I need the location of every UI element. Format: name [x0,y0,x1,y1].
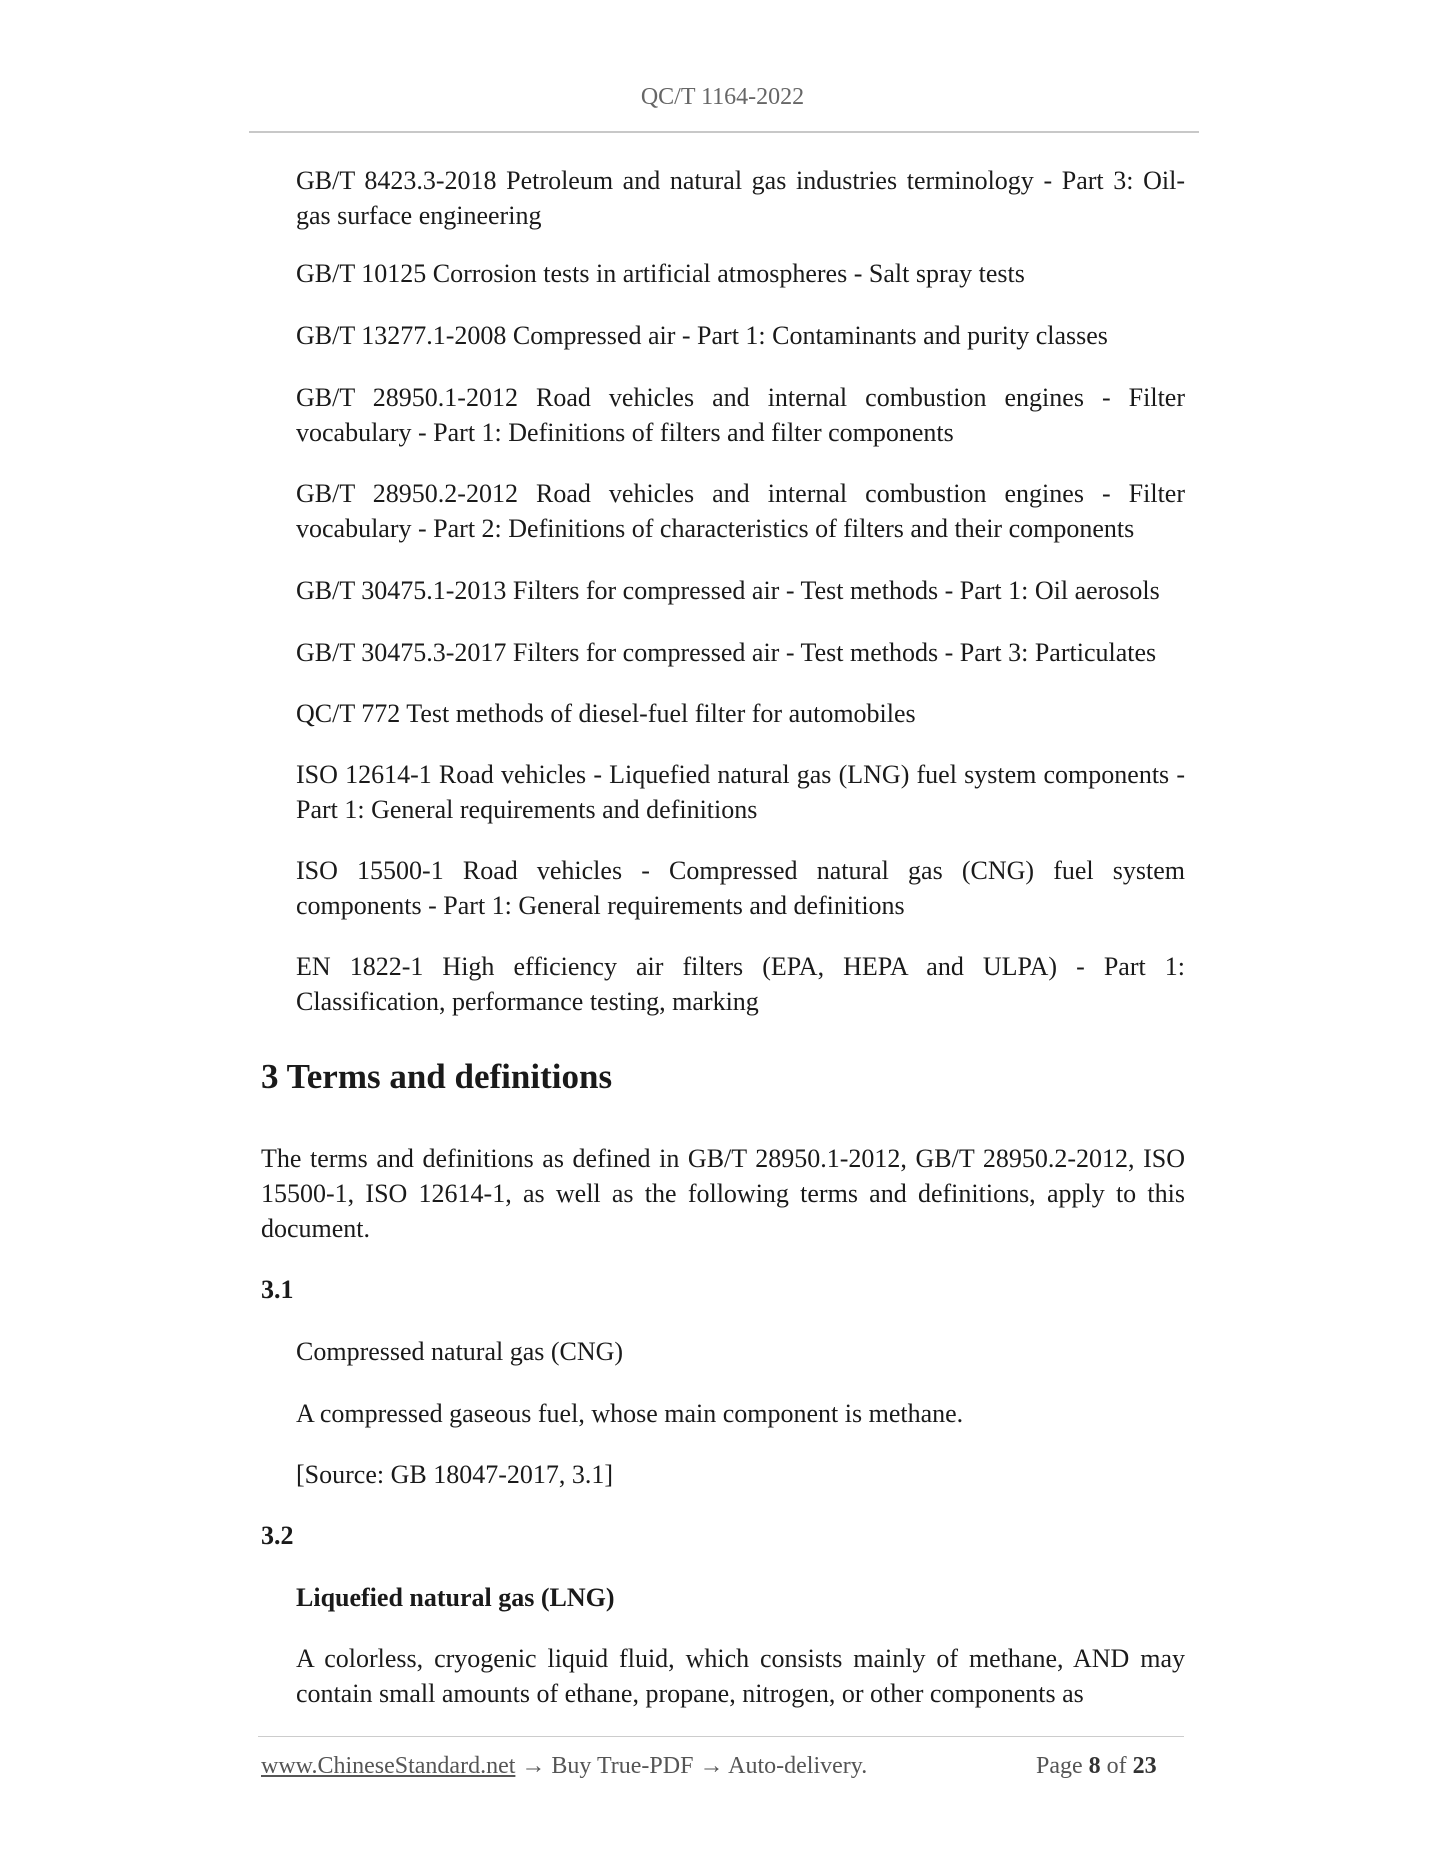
definition-lng: A colorless, cryogenic liquid fluid, which consists mainly of methane, AND may contain small amounts of ethane, propane, nitrogen, or other components as [296,1644,1185,1708]
footer-divider [258,1736,1184,1737]
header-divider [249,131,1199,133]
arrow-right-icon: → [699,1753,724,1779]
reference-gbt-30475-1: GB/T 30475.1-2013 Filters for compressed air - Test methods - Part 1: Oil aerosols [296,576,1160,605]
auto-delivery-text: Auto-delivery. [728,1753,868,1779]
term-lng: Liquefied natural gas (LNG) [296,1583,615,1612]
buy-true-pdf-text: Buy True-PDF [551,1753,694,1779]
reference-iso-12614-1: ISO 12614-1 Road vehicles - Liquefied natural gas (LNG) fuel system components - Part 1: General requirements and definitions [296,760,1185,824]
reference-gbt-13277-1: GB/T 13277.1-2008 Compressed air - Part 1: Contaminants and purity classes [296,321,1108,350]
page-total: 23 [1132,1753,1157,1779]
reference-qct-772: QC/T 772 Test methods of diesel-fuel filter for automobiles [296,699,916,728]
reference-en-1822-1: EN 1822-1 High efficiency air filters (EPA, HEPA and ULPA) - Part 1: Classification, performance testing, marking [296,952,1185,1016]
running-header: QC/T 1164-2022 [640,84,805,110]
reference-iso-15500-1: ISO 15500-1 Road vehicles - Compressed natural gas (CNG) fuel system components - Part 1: General requirements and definitions [296,856,1185,920]
clause-number-3-1: 3.1 [261,1275,294,1304]
page-of-label: of [1106,1753,1127,1779]
page-current: 8 [1088,1753,1101,1779]
site-link[interactable]: www.ChineseStandard.net [261,1753,516,1779]
arrow-right-icon: → [521,1753,546,1779]
section-heading-terms-definitions: 3 Terms and definitions [261,1057,613,1096]
page-indicator [1036,1753,1157,1780]
definition-cng: A compressed gaseous fuel, whose main component is methane. [296,1399,964,1428]
reference-gbt-28950-1: GB/T 28950.1-2012 Road vehicles and internal combustion engines - Filter vocabulary - Part 1: Definitions of filters and filter components [296,383,1185,447]
reference-gbt-28950-2: GB/T 28950.2-2012 Road vehicles and internal combustion engines - Filter vocabulary - Part 2: Definitions of characteristics of filters and their components [296,479,1185,543]
section-intro-paragraph: The terms and definitions as defined in GB/T 28950.1-2012, GB/T 28950.2-2012, ISO 15500-1, ISO 12614-1, as well as the following terms and definitions, apply to this document. [261,1144,1185,1243]
term-cng: Compressed natural gas (CNG) [296,1337,624,1366]
source-cng: [Source: GB 18047-2017, 3.1] [296,1460,614,1489]
page-label: Page [1036,1753,1083,1779]
reference-gbt-8423-3: GB/T 8423.3-2018 Petroleum and natural gas industries terminology - Part 3: Oil-gas surface engineering [296,166,1185,230]
reference-gbt-30475-3: GB/T 30475.3-2017 Filters for compressed air - Test methods - Part 3: Particulates [296,638,1157,667]
reference-gbt-10125: GB/T 10125 Corrosion tests in artificial atmospheres - Salt spray tests [296,259,1025,288]
clause-number-3-2: 3.2 [261,1521,294,1550]
footer-promo [261,1753,867,1780]
